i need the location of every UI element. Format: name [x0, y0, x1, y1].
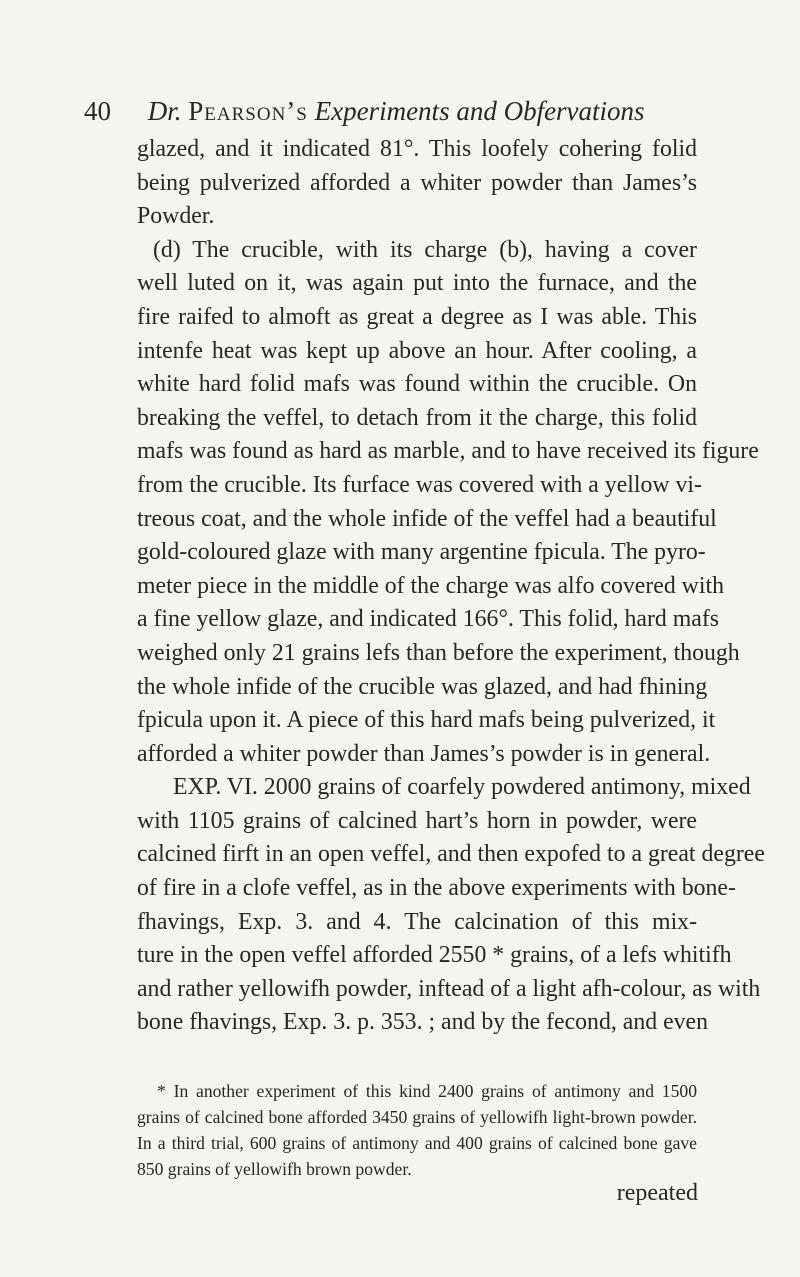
text-line: (d) The crucible, with its charge (b), having a cover	[153, 236, 697, 263]
text-line: Powder.	[137, 203, 215, 230]
text-line: breaking the veffel, to detach from it the charge, this folid	[137, 404, 697, 431]
text-line: gold-coloured glaze with many argentine fpicula. The pyro-	[137, 539, 706, 566]
text-line: EXP. VI. 2000 grains of coarfely powdered antimony, mixed	[173, 774, 751, 801]
text-line: fire raifed to almoft as great a degree as I was able. This	[137, 303, 697, 330]
author-name: Pearson’s	[188, 96, 308, 126]
footnote	[137, 1078, 697, 1182]
text-line: of fire in a clofe veffel, as in the above experiments with bone-	[137, 875, 736, 902]
page-number: 40	[84, 96, 111, 126]
running-title: Experiments and Obfervations	[314, 96, 645, 126]
author-prefix: Dr.	[147, 96, 182, 126]
running-head	[84, 96, 704, 126]
footnote-line: grains of calcined bone afforded 3450 grains of yellowifh light-brown powder.	[137, 1107, 697, 1127]
text-line: treous coat, and the whole infide of the veffel had a beautiful	[137, 505, 717, 532]
footnote-line: 850 grains of yellowifh brown powder.	[137, 1159, 412, 1179]
text-line: intenfe heat was kept up above an hour. After cooling, a	[137, 337, 697, 364]
text-line: meter piece in the middle of the charge was alfo covered with	[137, 572, 724, 599]
footnote-line: In a third trial, 600 grains of antimony and 400 grains of calcined bone gave	[137, 1133, 697, 1153]
text-line: well luted on it, was again put into the furnace, and the	[137, 270, 697, 297]
text-line: afforded a whiter powder than James’s powder is in general.	[137, 740, 711, 767]
text-line: and rather yellowifh powder, inftead of a light afh-colour, as with	[137, 975, 761, 1002]
catchword: repeated	[616, 1180, 698, 1206]
text-line: from the crucible. Its furface was covered with a yellow vi-	[137, 471, 702, 498]
text-line: bone fhavings, Exp. 3. p. 353. ; and by the fecond, and even	[137, 1009, 708, 1036]
text-line: mafs was found as hard as marble, and to have received its figure	[137, 438, 759, 465]
text-line: glazed, and it indicated 81°. This loofely cohering folid	[137, 136, 697, 162]
body-text	[137, 133, 765, 1040]
text-line: white hard folid mafs was found within the crucible. On	[137, 371, 697, 398]
text-line: with 1105 grains of calcined hart’s horn in powder, were	[137, 807, 697, 834]
text-line: being pulverized afforded a whiter powder than James’s	[137, 169, 697, 196]
text-line: fhavings, Exp. 3. and 4. The calcination of this mix-	[137, 908, 697, 935]
text-line: calcined firft in an open veffel, and then expofed to a great degree	[137, 841, 765, 868]
footnote-line: * In another experiment of this kind 2400 grains of antimony and 1500	[157, 1081, 697, 1101]
text-line: the whole infide of the crucible was glazed, and had fhining	[137, 673, 708, 700]
text-line: weighed only 21 grains lefs than before the experiment, though	[137, 639, 740, 666]
text-line: a fine yellow glaze, and indicated 166°. This folid, hard mafs	[137, 606, 720, 633]
text-line: ture in the open veffel afforded 2550 * grains, of a lefs whitifh	[137, 942, 732, 969]
text-line: fpicula upon it. A piece of this hard mafs being pulverized, it	[137, 707, 716, 734]
